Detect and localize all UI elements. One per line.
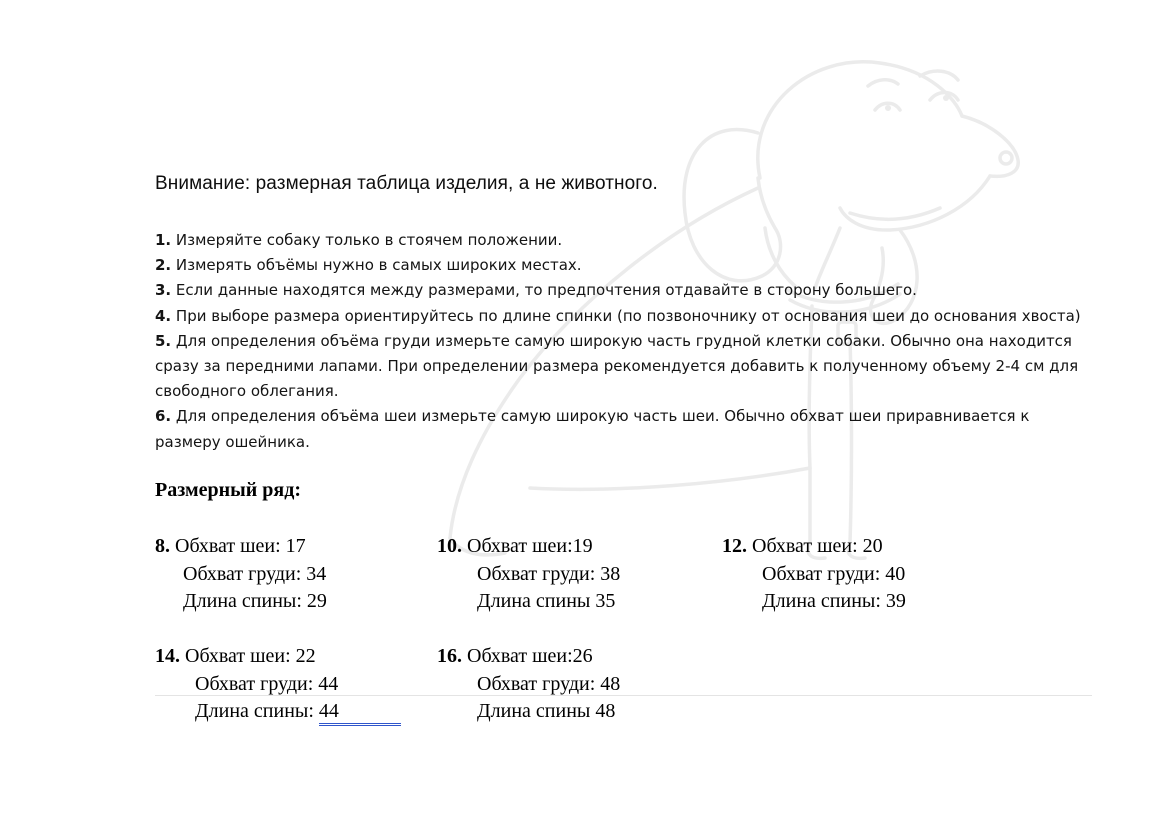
- chest-measure: Обхват груди: 48: [477, 672, 621, 695]
- back-measure: [155, 698, 401, 726]
- instruction-item: [155, 304, 1095, 329]
- instruction-text: Для определения объёма груди измерьте самую широкую часть грудной клетки собаки. Обычно она находится сразу за передними лапами. При определении размера рекомендуется добавить к полученному объему 2-4 см для свободного облегания.: [155, 331, 1079, 401]
- instruction-item: [155, 278, 1095, 303]
- instruction-item: [155, 329, 1095, 405]
- neck-measure: Обхват шеи:26: [467, 645, 593, 667]
- size-number: 16.: [437, 645, 462, 667]
- instruction-text: Измерять объёмы нужно в самых широких местах.: [175, 256, 582, 275]
- instruction-number: 6.: [155, 407, 172, 426]
- page-title: Внимание: размерная таблица изделия, а не животного.: [155, 173, 658, 194]
- size-number: 14.: [155, 645, 180, 667]
- instruction-number: 4.: [155, 306, 172, 325]
- size-line-neck: [437, 533, 620, 561]
- neck-measure: Обхват шеи: 17: [175, 535, 306, 557]
- instruction-text: Для определения объёма шеи измерьте самую широкую часть шеи. Обычно обхват шеи приравнивается к размеру ошейника.: [155, 407, 1030, 451]
- back-measure-label: Длина спины:: [195, 700, 314, 722]
- back-measure: Длина спины 48: [477, 700, 616, 722]
- size-line-neck: [155, 533, 327, 561]
- chest-measure: Обхват груди: 40: [762, 562, 906, 585]
- size-entry-12: [722, 533, 906, 616]
- neck-measure: Обхват шеи: 20: [752, 535, 883, 557]
- size-line-neck: [155, 643, 401, 671]
- chest-measure: Обхват груди: 34: [183, 562, 327, 585]
- size-entry-10: [437, 533, 620, 616]
- instruction-number: 1.: [155, 231, 172, 249]
- size-entry-8: [155, 533, 327, 616]
- instruction-number: 2.: [155, 256, 172, 275]
- size-line-neck: [722, 533, 906, 561]
- size-number: 8.: [155, 535, 170, 557]
- size-number: 10.: [437, 535, 462, 557]
- instruction-item: [155, 253, 1095, 278]
- instruction-item: [155, 404, 1095, 454]
- chest-measure: Обхват груди: 38: [477, 562, 621, 585]
- size-range-heading: Размерный ряд:: [155, 479, 301, 501]
- back-measure: Длина спины 35: [477, 590, 616, 612]
- instruction-item: [155, 228, 1095, 253]
- instruction-number: 3.: [155, 281, 172, 300]
- size-entry-14: [155, 643, 401, 726]
- size-line-neck: [437, 643, 620, 671]
- instruction-number: 5.: [155, 331, 172, 350]
- neck-measure: Обхват шеи: 22: [185, 645, 316, 667]
- neck-measure: Обхват шеи:19: [467, 535, 593, 557]
- instruction-text: Если данные находятся между размерами, то предпочтения отдавайте в сторону большего.: [175, 281, 917, 300]
- chest-measure: Обхват груди: 44: [195, 672, 339, 695]
- back-measure: Длина спины: 29: [183, 590, 327, 612]
- measurement-instructions: [155, 228, 1095, 455]
- size-number: 12.: [722, 535, 747, 557]
- back-measure-value-underlined: 44: [319, 700, 401, 726]
- size-entry-16: [437, 643, 620, 726]
- instruction-text: При выборе размера ориентируйтесь по длине спинки (по позвоночнику от основания шеи до основания хвоста): [175, 306, 1081, 325]
- back-measure: Длина спины: 39: [762, 590, 906, 612]
- instruction-text: Измеряйте собаку только в стоячем положении.: [175, 231, 563, 249]
